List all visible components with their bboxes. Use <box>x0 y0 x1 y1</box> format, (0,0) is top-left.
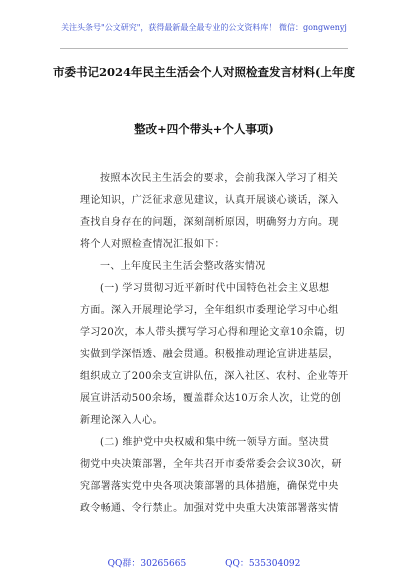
body-paragraph-line: 新理论深入人心。 <box>80 415 163 426</box>
body-paragraph-line: (二) 维护党中央权威和集中统一领导方面。坚决贯 <box>100 437 330 448</box>
body-paragraph-line: 展宣讲活动500余场，覆盖群众达10万余人次，让党的创 <box>80 393 342 404</box>
body-paragraph-line: 将个人对照检查情况汇报如下： <box>80 239 225 250</box>
footer-qq-group: QQ群：30265665 <box>107 559 187 569</box>
body-paragraph-line: 彻党中央决策部署，全年共召开市委常委会会议30次，研 <box>80 459 342 470</box>
body-paragraph-line: 政令畅通、令行禁止。加强对党中央重大决策部署落实情 <box>80 503 339 514</box>
body-paragraph-line: 究部署落实党中央各项决策部署的具体措施，确保党中央 <box>80 481 339 492</box>
footer-contact <box>0 556 408 569</box>
footer-qq-number: QQ：535304092 <box>225 559 301 569</box>
document-title-line-2: 整改+四个带头+个人事项) <box>134 122 274 136</box>
document-title-line-1: 市委书记2024年民主生活会个人对照检查发言材料(上年度 <box>53 65 355 79</box>
section-heading: 一、上年度民主生活会整改落实情况 <box>100 261 266 272</box>
body-paragraph-line: (一) 学习贯彻习近平新时代中国特色社会主义思想 <box>100 283 330 294</box>
header-divider <box>60 48 348 49</box>
body-paragraph-line: 理论知识，广泛征求意见建议，认真开展谈心谈话，深入 <box>80 195 339 206</box>
body-paragraph-line: 组织成立了200余支宣讲队伍，深入社区、农村、企业等开 <box>80 371 349 382</box>
body-paragraph-line: 查找自身存在的问题，深刻剖析原因，明确努力方向。现 <box>80 217 339 228</box>
body-paragraph-line: 按照本次民主生活会的要求，会前我深入学习了相关 <box>100 173 339 184</box>
body-paragraph-line: 学习20次，本人带头撰写学习心得和理论文章10余篇，切 <box>80 327 345 338</box>
body-paragraph-line: 方面。深入开展理论学习，全年组织市委理论学习中心组 <box>80 305 339 316</box>
header-banner: 关注头条号"公文研究"，获得最新最全最专业的公文资料库！ 微信：gongwenyj <box>61 23 347 32</box>
body-paragraph-line: 实做到学深悟透、融会贯通。积极推动理论宣讲进基层， <box>80 349 339 360</box>
